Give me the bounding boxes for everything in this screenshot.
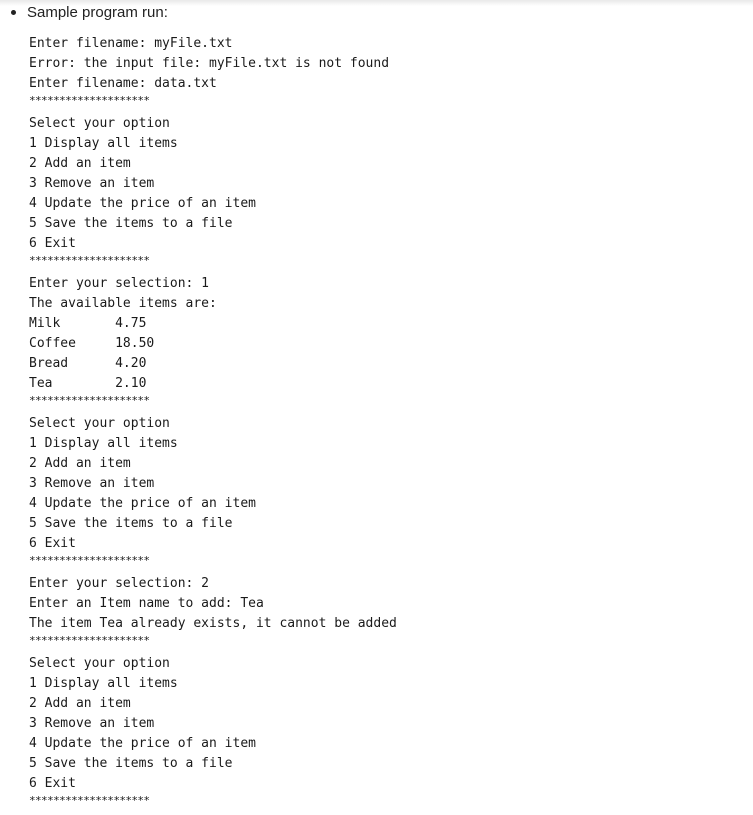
output-line: 6 Exit: [29, 776, 76, 791]
output-line: 5 Save the items to a file: [29, 216, 233, 231]
separator-line: ********************: [29, 394, 150, 407]
output-line: 1 Display all items: [29, 436, 178, 451]
output-line: 2 Add an item: [29, 696, 131, 711]
output-line: 5 Save the items to a file: [29, 756, 233, 771]
heading-text: Sample program run:: [27, 3, 168, 21]
output-line: 6 Exit: [29, 536, 76, 551]
output-line: Select your option: [29, 416, 170, 431]
bullet-dot-icon: [11, 10, 16, 15]
output-line: Enter your selection: 1: [29, 276, 210, 291]
output-line: Enter filename: myFile.txt: [29, 36, 233, 51]
output-line: The item Tea already exists, it cannot be added: [29, 616, 397, 631]
program-output-block: [29, 34, 397, 814]
output-line: Coffee 18.50: [29, 336, 155, 351]
bullet-heading: [11, 2, 168, 22]
output-line: 4 Update the price of an item: [29, 196, 256, 211]
output-line: 1 Display all items: [29, 676, 178, 691]
output-line: 3 Remove an item: [29, 716, 155, 731]
output-line: Select your option: [29, 656, 170, 671]
output-line: 3 Remove an item: [29, 176, 155, 191]
separator-line: ********************: [29, 794, 150, 807]
separator-line: ********************: [29, 254, 150, 267]
output-line: Select your option: [29, 116, 170, 131]
output-line: 1 Display all items: [29, 136, 178, 151]
output-line: 2 Add an item: [29, 156, 131, 171]
output-line: 3 Remove an item: [29, 476, 155, 491]
output-line: Tea 2.10: [29, 376, 147, 391]
output-line: 4 Update the price of an item: [29, 496, 256, 511]
output-line: Milk 4.75: [29, 316, 147, 331]
output-line: 4 Update the price of an item: [29, 736, 256, 751]
separator-line: ********************: [29, 634, 150, 647]
output-line: 5 Save the items to a file: [29, 516, 233, 531]
output-line: Bread 4.20: [29, 356, 147, 371]
output-line: 2 Add an item: [29, 456, 131, 471]
output-line: Enter filename: data.txt: [29, 76, 217, 91]
output-line: 6 Exit: [29, 236, 76, 251]
output-line: Enter your selection: 2: [29, 576, 210, 591]
output-line: Error: the input file: myFile.txt is not found: [29, 56, 390, 71]
separator-line: ********************: [29, 94, 150, 107]
separator-line: ********************: [29, 554, 150, 567]
output-line: Enter an Item name to add: Tea: [29, 596, 264, 611]
output-line: The available items are:: [29, 296, 217, 311]
